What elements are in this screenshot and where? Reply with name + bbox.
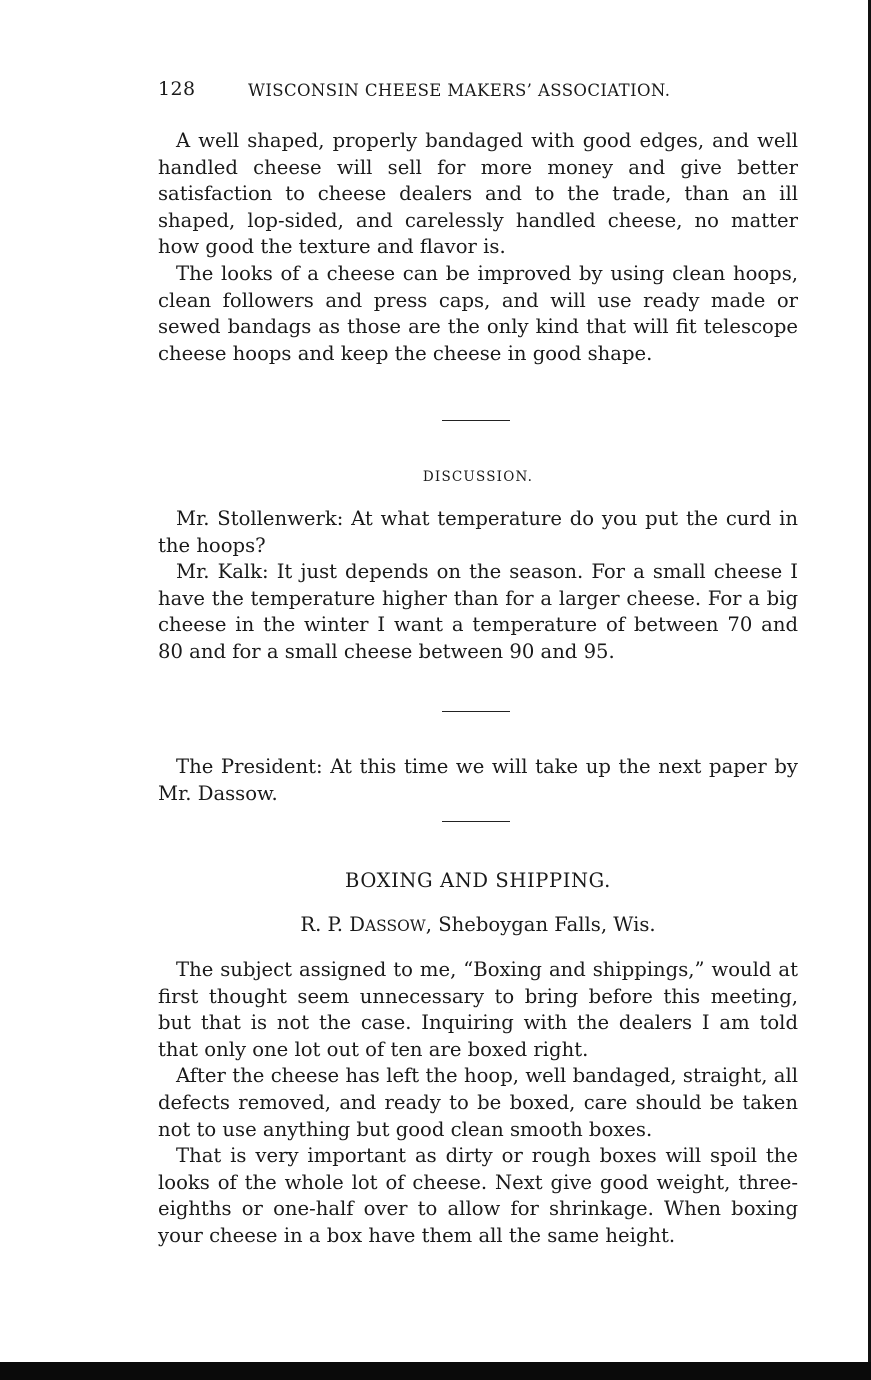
article-paragraph-1: The subject assigned to me, “Boxing and shippings,” would at first thought seem unnecessary to bring before this meeting, but that is not the case. Inquiring with the dealers I am told that only one lot out of ten are boxed right.: [158, 958, 798, 1061]
byline-location: , Sheboygan Falls, Wis.: [425, 913, 656, 936]
discussion-heading: DISCUSSION.: [422, 469, 534, 485]
article-title: BOXING AND SHIPPING.: [345, 869, 611, 892]
intro-paragraph-2: The looks of a cheese can be improved by using clean hoops, clean followers and press caps, and will use ready made or sewed bandags as those are the only kind that will fit telescope cheese hoops and keep the cheese in good shape.: [158, 261, 798, 365]
running-title: WISCONSIN CHEESE MAKERS’ ASSOCIATION.: [248, 81, 671, 100]
article-paragraph-2: After the cheese has left the hoop, well bandaged, straight, all defects removed, and ready to be boxed, care should be taken not to use anything but good clean smooth boxes.: [158, 1064, 798, 1141]
section-divider-2: [442, 711, 510, 712]
discussion-kalk: Mr. Kalk: It just depends on the season. For a small cheese I have the temperature higher than for a larger cheese. For a big cheese in the winter I want a temperature of between 70 and 80 and for a small cheese between 90 and 95.: [158, 560, 798, 663]
article-paragraph-3: That is very important as dirty or rough boxes will spoil the looks of the whole lot of cheese. Next give good weight, three-eighths or one-half over to allow for shrinkage. When boxing your cheese in a box have them all the same height.: [158, 1144, 798, 1247]
article-body: [158, 957, 798, 1250]
intro-paragraph-1: A well shaped, properly bandaged with good edges, and well handled cheese will sell for more money and give better satisfaction to cheese dealers and to the trade, than an ill shaped, lop-sided, and carelessly handled cheese, no matter how good the texture and flavor is.: [158, 129, 798, 259]
page-number: 128: [158, 78, 196, 100]
article-byline: [158, 912, 798, 940]
byline-surname: ASSOW: [364, 917, 426, 935]
section-divider-3: [442, 821, 510, 822]
president-paragraph: The President: At this time we will take up the next paper by Mr. Dassow.: [158, 755, 798, 805]
president-remark: [158, 754, 798, 807]
discussion-stollenwerk: Mr. Stollenwerk: At what temperature do you put the curd in the hoops?: [158, 507, 798, 557]
discussion-section: [158, 506, 798, 666]
section-divider-1: [442, 420, 510, 421]
page-bottom-edge: [0, 1362, 871, 1380]
byline-initials: R. P. D: [300, 913, 365, 936]
intro-section: [158, 128, 798, 367]
